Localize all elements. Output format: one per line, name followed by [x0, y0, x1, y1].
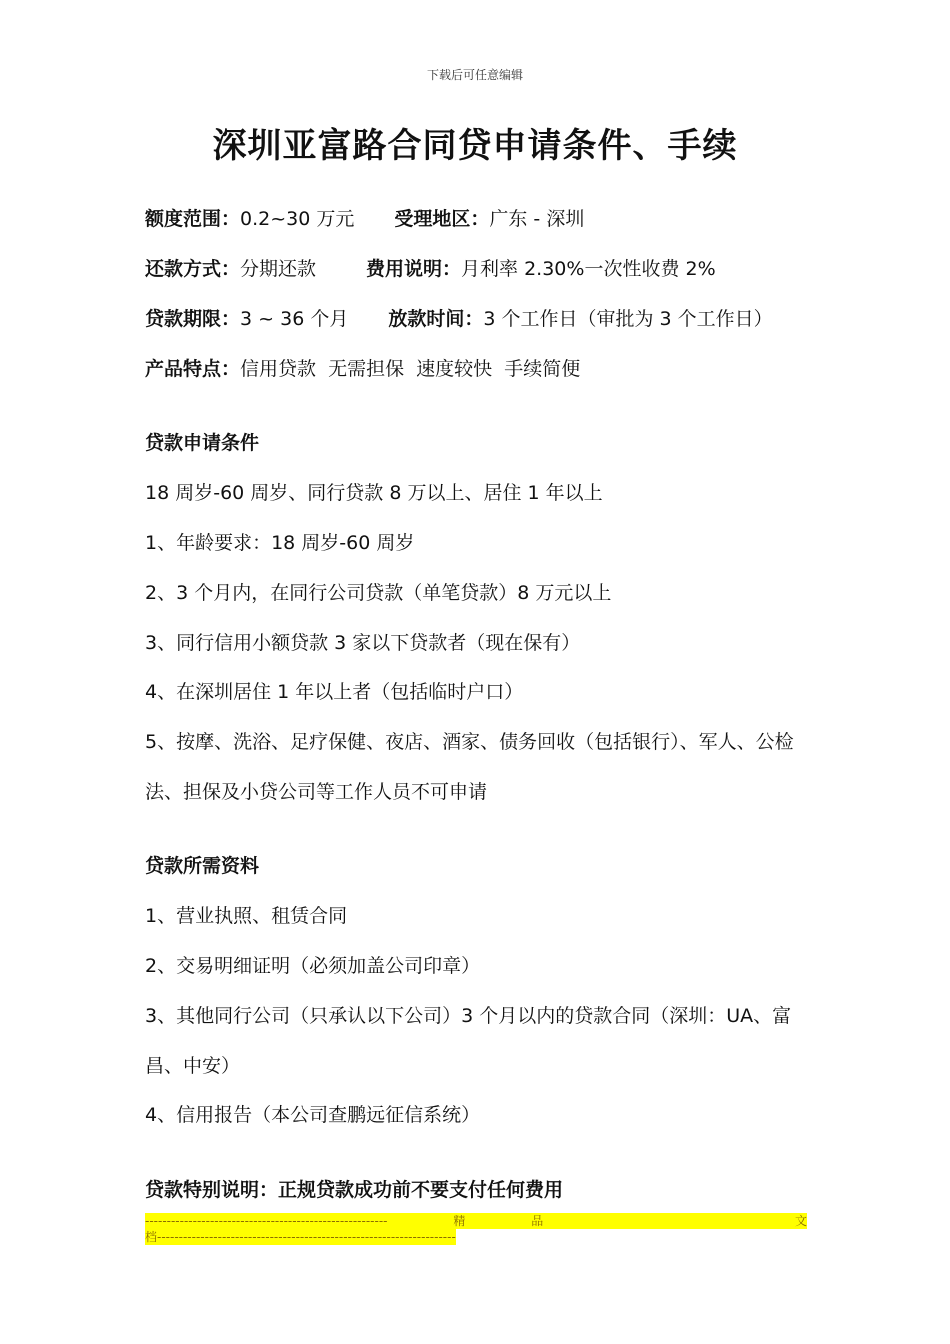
condition-item: 4、在深圳居住 1 年以上者（包括临时户口）	[145, 681, 524, 703]
info-row-1	[145, 204, 584, 231]
footer-watermark	[145, 1213, 807, 1245]
feature-label: 产品特点：	[145, 358, 241, 380]
fee-label: 费用说明：	[366, 258, 462, 280]
condition-item: 1、年龄要求：18 周岁-60 周岁	[145, 532, 415, 554]
condition-item-continued: 法、担保及小贷公司等工作人员不可申请	[145, 781, 488, 803]
footer-line-2: 档---------------------------------------------------------------------	[145, 1230, 456, 1244]
term-label: 贷款期限：	[145, 308, 241, 330]
repay-label: 还款方式：	[145, 258, 241, 280]
footer-char: 精	[453, 1214, 466, 1228]
region-value: 广东 - 深圳	[489, 208, 585, 230]
info-row-4	[145, 354, 580, 381]
condition-item: 3、同行信用小额贷款 3 家以下贷款者（现在保有）	[145, 632, 581, 654]
footer-dashes: --------------------------------------------------------	[145, 1214, 388, 1228]
condition-item: 2、3 个月内，在同行公司贷款（单笔贷款）8 万元以上	[145, 582, 612, 604]
material-item: 1、营业执照、租赁合同	[145, 905, 348, 927]
condition-item: 5、按摩、洗浴、足疗保健、夜店、酒家、债务回收（包括银行）、军人、公检	[145, 731, 794, 753]
term-value: 3 ~ 36 个月	[240, 308, 349, 330]
repay-value: 分期还款	[240, 258, 317, 280]
special-note: 贷款特别说明：正规贷款成功前不要支付任何费用	[145, 1179, 564, 1201]
material-item: 2、交易明细证明（必须加盖公司印章）	[145, 955, 481, 977]
release-value: 3 个工作日（审批为 3 个工作日）	[483, 308, 773, 330]
release-label: 放款时间：	[388, 308, 484, 330]
material-item: 3、其他同行公司（只承认以下公司）3 个月以内的贷款合同（深圳：UA、富	[145, 1005, 792, 1027]
fee-value: 月利率 2.30%一次性收费 2%	[461, 258, 716, 280]
amount-label: 额度范围：	[145, 208, 241, 230]
info-row-2	[145, 254, 716, 281]
page-title: 深圳亚富路合同贷申请条件、手续	[212, 126, 738, 166]
conditions-heading: 贷款申请条件	[145, 432, 260, 454]
footer-line-1	[145, 1213, 807, 1229]
conditions-summary: 18 周岁-60 周岁、同行贷款 8 万以上、居住 1 年以上	[145, 482, 603, 504]
page-header: 下载后可任意编辑	[426, 68, 523, 82]
region-label: 受理地区：	[394, 208, 490, 230]
info-row-3	[145, 304, 773, 331]
amount-value: 0.2~30 万元	[240, 208, 355, 230]
footer-char: 品	[531, 1214, 544, 1228]
material-item-continued: 昌、中安）	[145, 1055, 241, 1077]
footer-char: 文	[794, 1214, 807, 1228]
feature-value: 信用贷款 无需担保 速度较快 手续简便	[240, 358, 581, 380]
material-item: 4、信用报告（本公司查鹏远征信系统）	[145, 1104, 481, 1126]
materials-heading: 贷款所需资料	[145, 855, 260, 877]
